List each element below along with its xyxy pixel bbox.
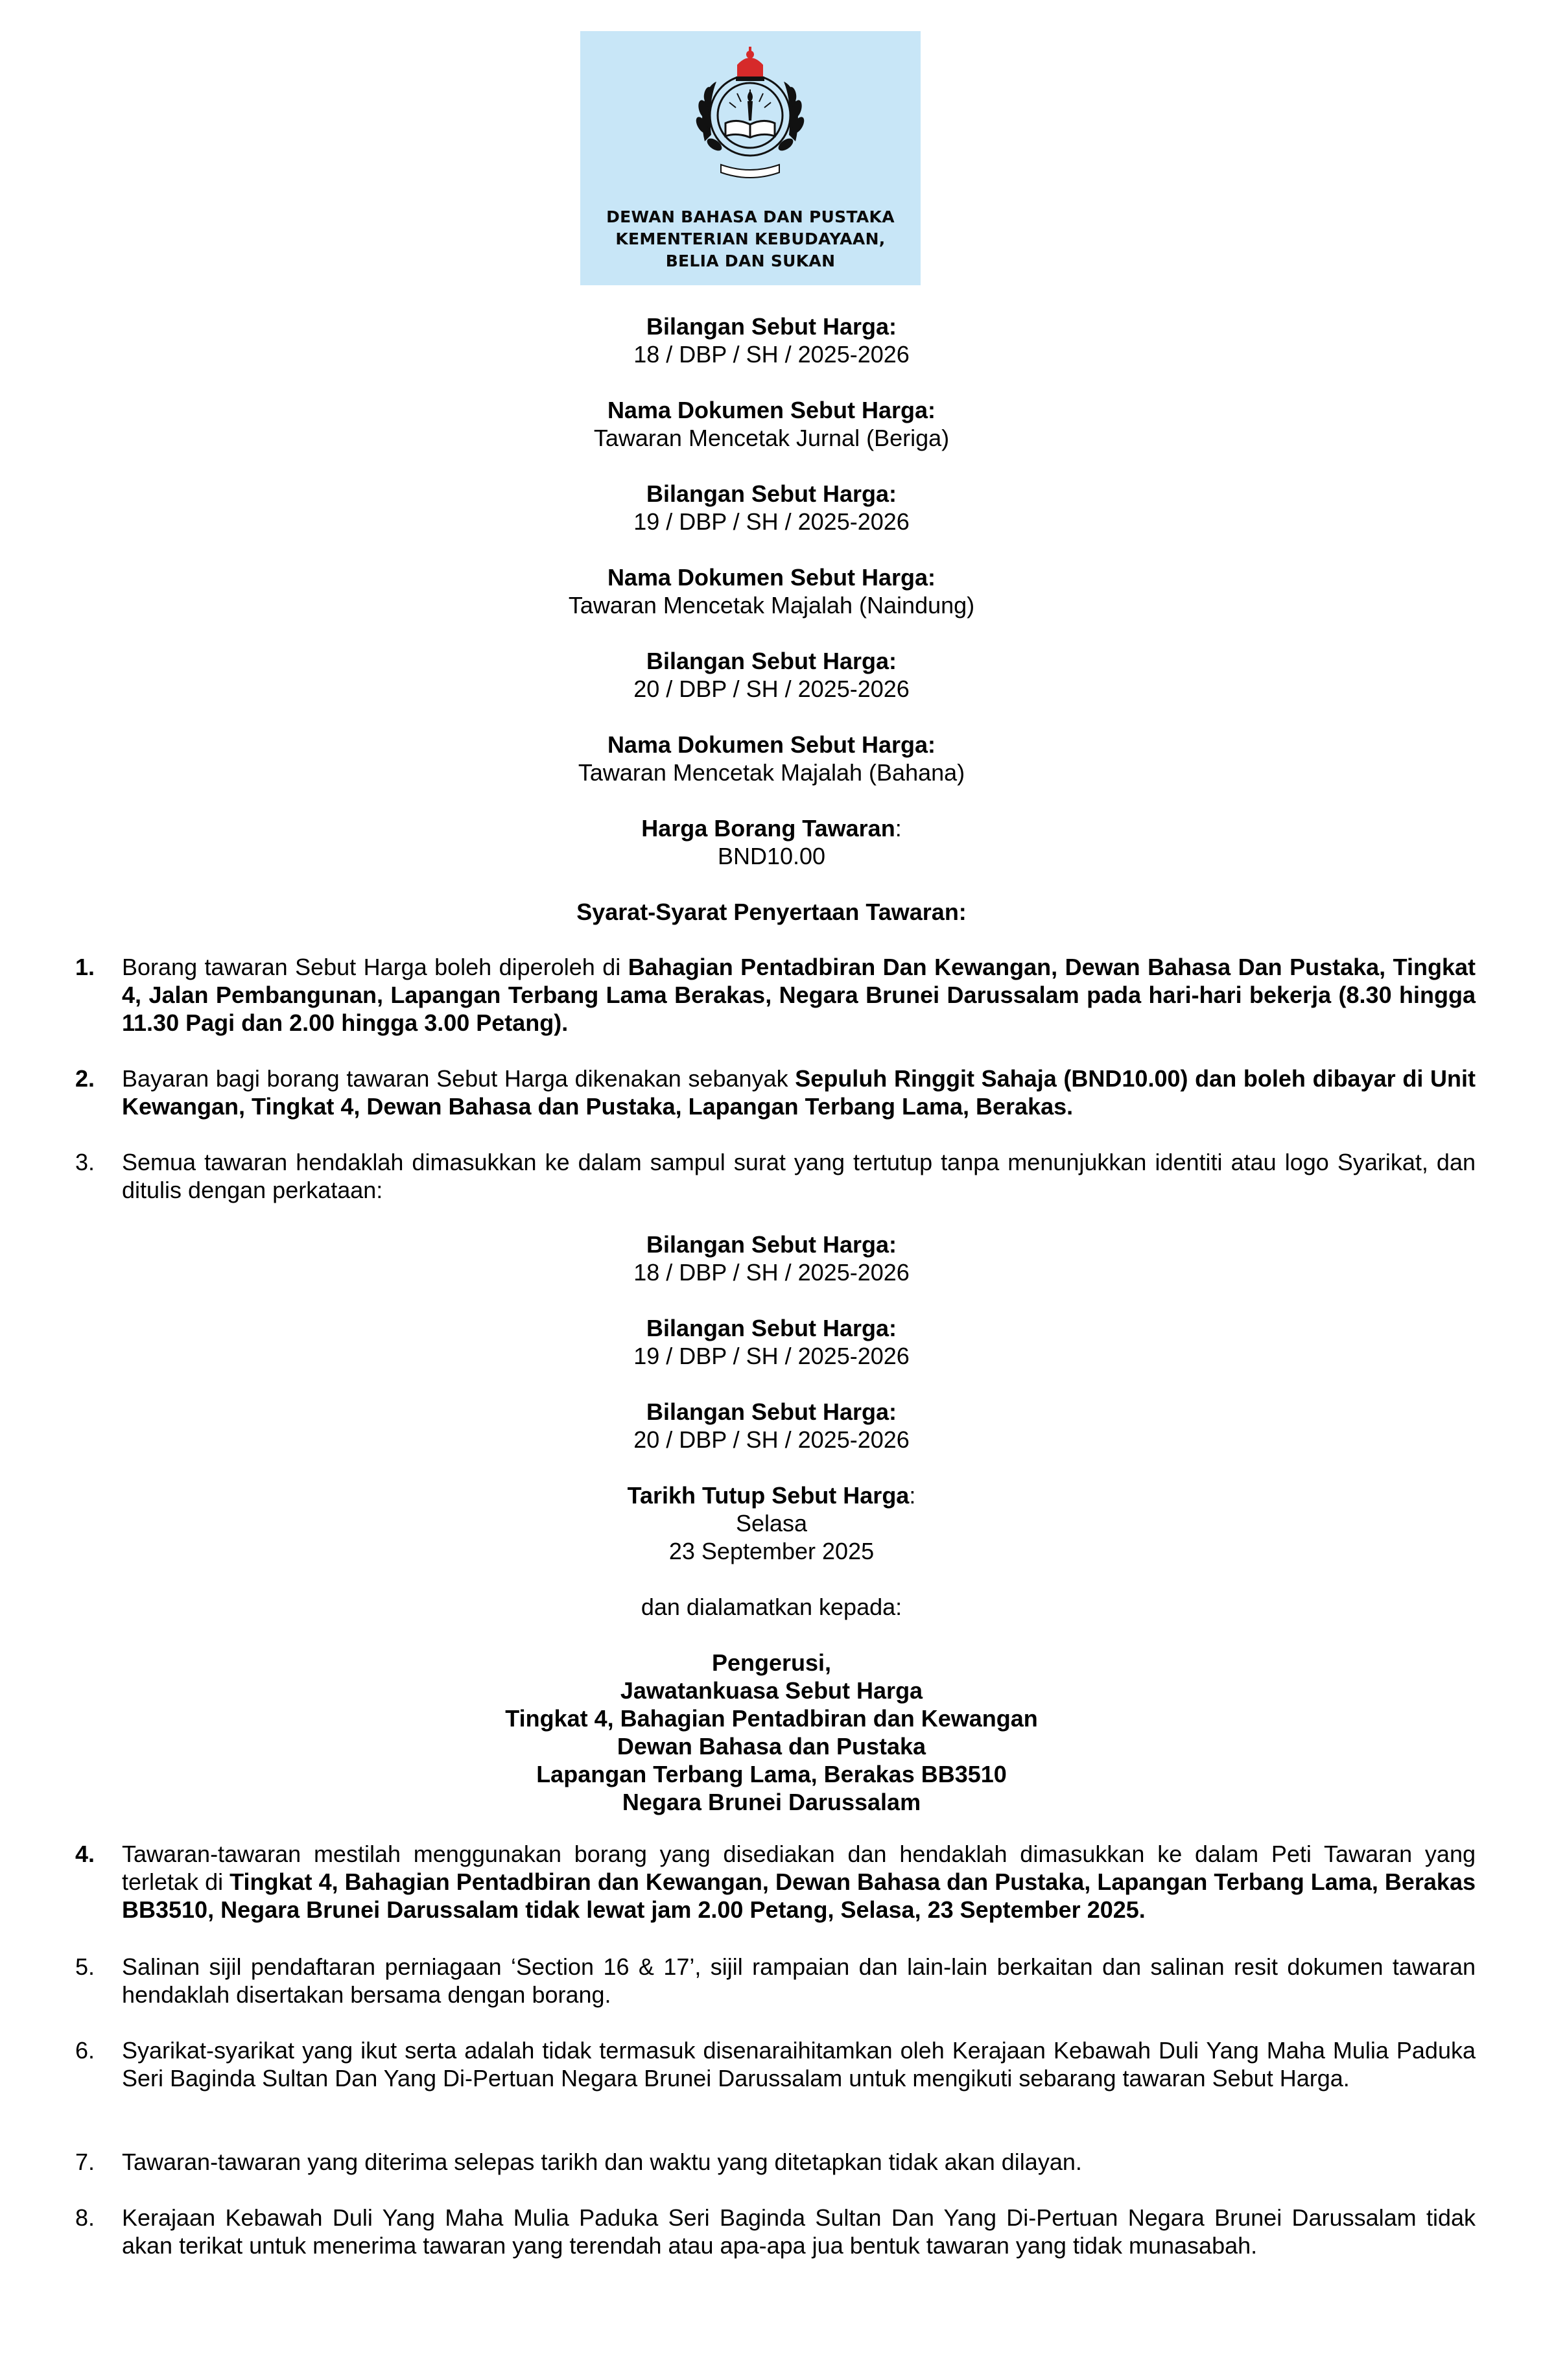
item-text: Kerajaan Kebawah Duli Yang Maha Mulia Paduka Seri Baginda Sultan Dan Yang Di-Pertuan Negara Brunei Darussalam tidak akan terikat untuk menerima tawaran yang terendah atau apa-apa jua bentuk tawaran yang tidak munasabah. bbox=[122, 2204, 1476, 2259]
item-text: Semua tawaran hendaklah dimasukkan ke dalam sampul surat yang tertutup tanpa menunjukkan identiti atau logo Syarikat, dan ditulis dengan perkataan: bbox=[122, 1149, 1476, 1203]
address-block bbox=[0, 1649, 1543, 1816]
logo-line-1: DEWAN BAHASA DAN PUSTAKA bbox=[606, 207, 895, 226]
block-value: 20 / DBP / SH / 2025-2026 bbox=[633, 676, 910, 702]
item-text: Tawaran-tawaran yang diterima selepas tarikh dan waktu yang ditetapkan tidak akan dilayan. bbox=[122, 2149, 1082, 2175]
envelope-quotation-block bbox=[0, 1314, 1543, 1370]
address-line: Negara Brunei Darussalam bbox=[622, 1789, 921, 1815]
item-text-bold: Sepuluh Ringgit Sahaja (BND10.00) dan boleh dibayar di Unit Kewangan, Tingkat 4, Dewan Bahasa dan Pustaka, Lapangan Terbang Lama, Berakas. bbox=[122, 1065, 1476, 1120]
item-text: Syarikat-syarikat yang ikut serta adalah tidak termasuk disenaraihitamkan oleh Kerajaan Kebawah Duli Yang Maha Mulia Paduka Seri Baginda Sultan Dan Yang Di-Pertuan Negara Brunei Darussalam untuk mengikuti sebarang tawaran Sebut Harga. bbox=[122, 2037, 1476, 2091]
item-number: 1. bbox=[75, 954, 95, 980]
addressed-to-text: dan dialamatkan kepada: bbox=[641, 1594, 902, 1620]
block-value: 19 / DBP / SH / 2025-2026 bbox=[633, 1343, 910, 1369]
item-text-bold: Bahagian Pentadbiran Dan Kewangan, Dewan Bahasa Dan Pustaka, Tingkat 4, Jalan Pembangunan, Lapangan Terbang Lama Berakas, Negara Brunei Darussalam pada hari-hari bekerja (8.30 hingga 11.30 Pagi dan 2.00 hingga 3.00 Petang). bbox=[122, 954, 1476, 1036]
item-text-plain: Borang tawaran Sebut Harga boleh diperoleh di bbox=[122, 954, 628, 980]
block-label: Bilangan Sebut Harga: bbox=[646, 313, 897, 340]
closing-date: 23 September 2025 bbox=[668, 1538, 875, 1564]
item-text bbox=[122, 953, 1476, 1037]
block-value: 18 / DBP / SH / 2025-2026 bbox=[633, 341, 910, 368]
block-label: Bilangan Sebut Harga: bbox=[646, 1231, 897, 1258]
item-text-plain: Bayaran bagi borang tawaran Sebut Harga dikenakan sebanyak bbox=[122, 1065, 795, 1092]
document-name-block bbox=[0, 396, 1543, 452]
price-value: BND10.00 bbox=[717, 843, 826, 869]
item-number: 2. bbox=[75, 1065, 95, 1092]
item-text: Salinan sijil pendaftaran perniagaan ‘Section 16 & 17’, sijil rampaian dan lain-lain berkaitan dan salinan resit dokumen tawaran hendaklah disertakan bersama dengan borang. bbox=[122, 1953, 1476, 2008]
quotation-number-block bbox=[0, 480, 1543, 536]
block-label: Bilangan Sebut Harga: bbox=[646, 1398, 897, 1425]
address-line: Tingkat 4, Bahagian Pentadbiran dan Kewangan bbox=[505, 1705, 1038, 1732]
address-line: Pengerusi, bbox=[711, 1649, 832, 1676]
block-value: 20 / DBP / SH / 2025-2026 bbox=[633, 1426, 910, 1453]
closing-colon: : bbox=[909, 1482, 916, 1509]
document-name-block bbox=[0, 563, 1543, 619]
closing-label: Tarikh Tutup Sebut Harga bbox=[627, 1482, 910, 1509]
block-value: 18 / DBP / SH / 2025-2026 bbox=[633, 1259, 910, 1286]
item-number: 7. bbox=[75, 2149, 95, 2175]
item-number: 4. bbox=[75, 1841, 95, 1867]
addressed-to bbox=[0, 1593, 1543, 1621]
item-text bbox=[122, 1840, 1476, 1924]
form-price-block bbox=[0, 814, 1543, 870]
block-label: Nama Dokumen Sebut Harga: bbox=[607, 564, 936, 591]
item-number: 6. bbox=[75, 2037, 95, 2064]
logo-line-3: BELIA DAN SUKAN bbox=[665, 252, 836, 270]
item-number: 8. bbox=[75, 2204, 95, 2231]
crown-icon bbox=[736, 47, 764, 81]
address-line: Jawatankuasa Sebut Harga bbox=[620, 1677, 923, 1704]
document-name-block bbox=[0, 731, 1543, 786]
logo-text bbox=[580, 206, 921, 272]
envelope-quotation-block bbox=[0, 1398, 1543, 1454]
item-text-bold: Tingkat 4, Bahagian Pentadbiran dan Kewangan, Dewan Bahasa dan Pustaka, Lapangan Terbang Lama, Berakas BB3510, Negara Brunei Darussalam tidak lewat jam 2.00 Petang, Selasa, 23 September 2025. bbox=[122, 1868, 1476, 1923]
dbp-logo bbox=[580, 31, 921, 285]
block-value: Tawaran Mencetak Majalah (Naindung) bbox=[568, 592, 975, 619]
address-line: Lapangan Terbang Lama, Berakas BB3510 bbox=[536, 1761, 1007, 1787]
envelope-quotation-block bbox=[0, 1231, 1543, 1286]
address-line: Dewan Bahasa dan Pustaka bbox=[617, 1733, 926, 1760]
quotation-number-block bbox=[0, 312, 1543, 368]
logo-line-2: KEMENTERIAN KEBUDAYAAN, bbox=[615, 230, 886, 248]
dbp-emblem-icon bbox=[685, 38, 815, 196]
conditions-title bbox=[0, 898, 1543, 926]
price-label: Harga Borang Tawaran bbox=[641, 815, 895, 842]
block-label: Nama Dokumen Sebut Harga: bbox=[607, 731, 936, 758]
item-text bbox=[122, 1065, 1476, 1120]
block-value: Tawaran Mencetak Jurnal (Beriga) bbox=[593, 425, 950, 451]
item-number: 3. bbox=[75, 1149, 95, 1175]
price-colon: : bbox=[895, 815, 902, 842]
block-label: Bilangan Sebut Harga: bbox=[646, 480, 897, 507]
block-label: Bilangan Sebut Harga: bbox=[646, 648, 897, 674]
block-label: Nama Dokumen Sebut Harga: bbox=[607, 397, 936, 423]
block-label: Bilangan Sebut Harga: bbox=[646, 1315, 897, 1341]
block-value: 19 / DBP / SH / 2025-2026 bbox=[633, 508, 910, 535]
closing-day: Selasa bbox=[735, 1510, 808, 1537]
item-number: 5. bbox=[75, 1953, 95, 1980]
closing-date-block bbox=[0, 1481, 1543, 1565]
quotation-number-block bbox=[0, 647, 1543, 703]
block-value: Tawaran Mencetak Majalah (Bahana) bbox=[578, 759, 965, 786]
conditions-title-text: Syarat-Syarat Penyertaan Tawaran: bbox=[576, 899, 967, 925]
item-text-plain: Tawaran-tawaran mestilah menggunakan borang yang disediakan dan hendaklah dimasukkan ke dalam Peti Tawaran yang terletak di bbox=[122, 1841, 1476, 1895]
